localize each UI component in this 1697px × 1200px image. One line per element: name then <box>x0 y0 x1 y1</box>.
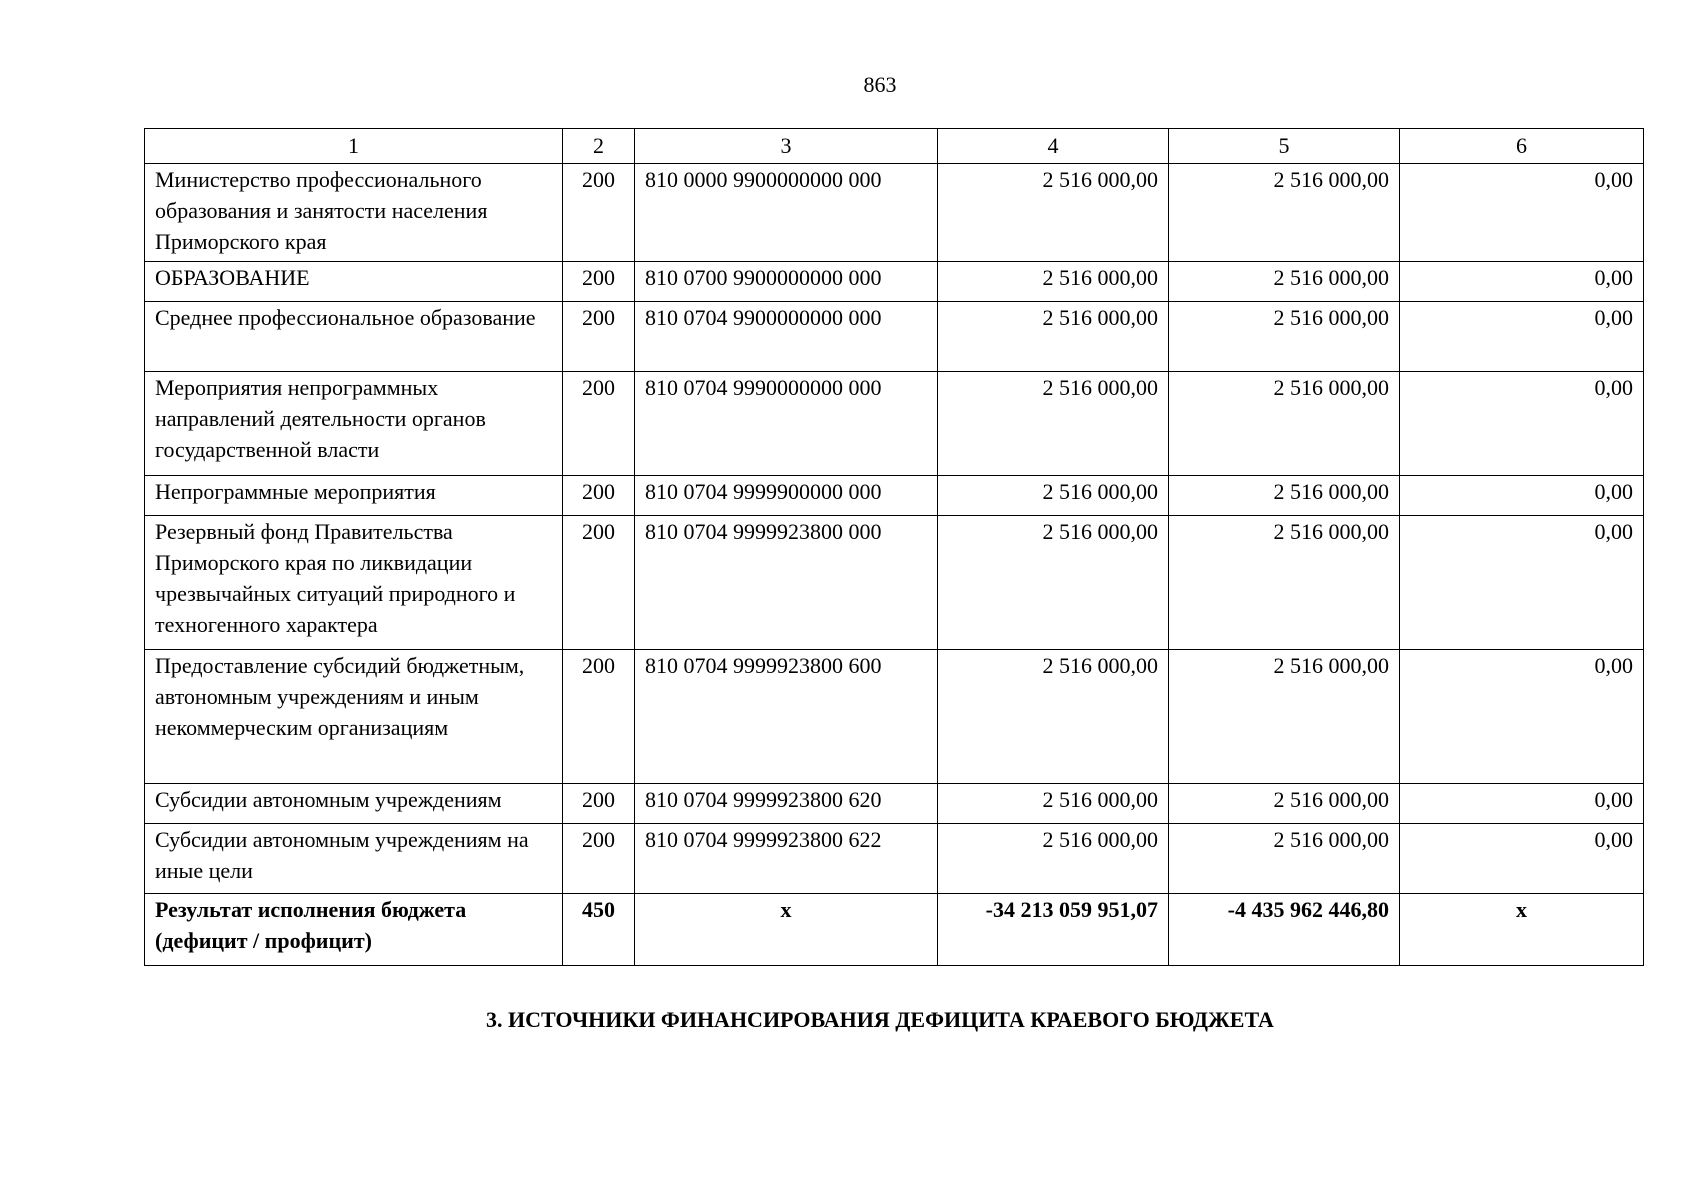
row-executed: 2 516 000,00 <box>1169 650 1400 784</box>
row-executed: 2 516 000,00 <box>1169 164 1400 262</box>
row-code: 200 <box>563 164 635 262</box>
row-code: 200 <box>563 476 635 516</box>
row-unexecuted: 0,00 <box>1400 302 1644 372</box>
table-row <box>145 784 1644 824</box>
total-row <box>145 894 1644 966</box>
row-code: 200 <box>563 516 635 650</box>
row-executed: 2 516 000,00 <box>1169 262 1400 302</box>
row-unexecuted: 0,00 <box>1400 516 1644 650</box>
row-executed: 2 516 000,00 <box>1169 372 1400 476</box>
row-kbk: 810 0000 9900000000 000 <box>635 164 938 262</box>
row-kbk: 810 0700 9900000000 000 <box>635 262 938 302</box>
row-unexecuted: 0,00 <box>1400 164 1644 262</box>
table-row <box>145 372 1644 476</box>
row-approved: 2 516 000,00 <box>938 302 1169 372</box>
total-executed: -4 435 962 446,80 <box>1169 894 1400 966</box>
row-name: Непрограммные мероприятия <box>145 476 563 516</box>
column-header: 6 <box>1400 129 1644 164</box>
row-code: 200 <box>563 650 635 784</box>
row-executed: 2 516 000,00 <box>1169 824 1400 894</box>
table-row <box>145 650 1644 784</box>
total-kbk: x <box>635 894 938 966</box>
table-row <box>145 516 1644 650</box>
row-unexecuted: 0,00 <box>1400 824 1644 894</box>
table-row <box>145 824 1644 894</box>
row-kbk: 810 0704 9999923800 600 <box>635 650 938 784</box>
table-row <box>145 302 1644 372</box>
row-code: 200 <box>563 784 635 824</box>
table-row <box>145 476 1644 516</box>
column-header: 3 <box>635 129 938 164</box>
row-approved: 2 516 000,00 <box>938 516 1169 650</box>
row-unexecuted: 0,00 <box>1400 476 1644 516</box>
budget-table <box>144 128 1644 966</box>
row-kbk: 810 0704 9900000000 000 <box>635 302 938 372</box>
row-kbk: 810 0704 9990000000 000 <box>635 372 938 476</box>
row-executed: 2 516 000,00 <box>1169 784 1400 824</box>
table-row <box>145 164 1644 262</box>
row-unexecuted: 0,00 <box>1400 784 1644 824</box>
row-executed: 2 516 000,00 <box>1169 302 1400 372</box>
row-approved: 2 516 000,00 <box>938 784 1169 824</box>
row-approved: 2 516 000,00 <box>938 476 1169 516</box>
table-row <box>145 262 1644 302</box>
row-unexecuted: 0,00 <box>1400 262 1644 302</box>
row-kbk: 810 0704 9999923800 622 <box>635 824 938 894</box>
row-code: 200 <box>563 824 635 894</box>
row-name: Субсидии автономным учреждениям <box>145 784 563 824</box>
row-approved: 2 516 000,00 <box>938 372 1169 476</box>
section-title: 3. ИСТОЧНИКИ ФИНАНСИРОВАНИЯ ДЕФИЦИТА КРАЕВОГО БЮДЖЕТА <box>486 1007 1274 1032</box>
row-name: Мероприятия непрограммных направлений деятельности органов государственной власти <box>145 372 563 476</box>
row-code: 200 <box>563 372 635 476</box>
total-approved: -34 213 059 951,07 <box>938 894 1169 966</box>
row-name: Субсидии автономным учреждениям на иные цели <box>145 824 563 894</box>
column-header: 5 <box>1169 129 1400 164</box>
table-header-row <box>145 129 1644 164</box>
column-header: 2 <box>563 129 635 164</box>
row-executed: 2 516 000,00 <box>1169 476 1400 516</box>
total-unexecuted: x <box>1400 894 1644 966</box>
row-executed: 2 516 000,00 <box>1169 516 1400 650</box>
row-unexecuted: 0,00 <box>1400 650 1644 784</box>
row-name: Среднее профессиональное образование <box>145 302 563 372</box>
row-name: Министерство профессионального образования и занятости населения Приморского края <box>145 164 563 262</box>
row-approved: 2 516 000,00 <box>938 164 1169 262</box>
total-code: 450 <box>563 894 635 966</box>
row-kbk: 810 0704 9999900000 000 <box>635 476 938 516</box>
column-header: 4 <box>938 129 1169 164</box>
row-unexecuted: 0,00 <box>1400 372 1644 476</box>
row-name: ОБРАЗОВАНИЕ <box>145 262 563 302</box>
row-kbk: 810 0704 9999923800 000 <box>635 516 938 650</box>
row-kbk: 810 0704 9999923800 620 <box>635 784 938 824</box>
total-name: Результат исполнения бюджета (дефицит / профицит) <box>145 894 563 966</box>
row-approved: 2 516 000,00 <box>938 262 1169 302</box>
row-code: 200 <box>563 302 635 372</box>
row-name: Предоставление субсидий бюджетным, автономным учреждениям и иным некоммерческим организациям <box>145 650 563 784</box>
row-name: Резервный фонд Правительства Приморского края по ликвидации чрезвычайных ситуаций природного и техногенного характера <box>145 516 563 650</box>
row-code: 200 <box>563 262 635 302</box>
page-number: 863 <box>863 72 897 97</box>
row-approved: 2 516 000,00 <box>938 824 1169 894</box>
row-approved: 2 516 000,00 <box>938 650 1169 784</box>
column-header: 1 <box>145 129 563 164</box>
